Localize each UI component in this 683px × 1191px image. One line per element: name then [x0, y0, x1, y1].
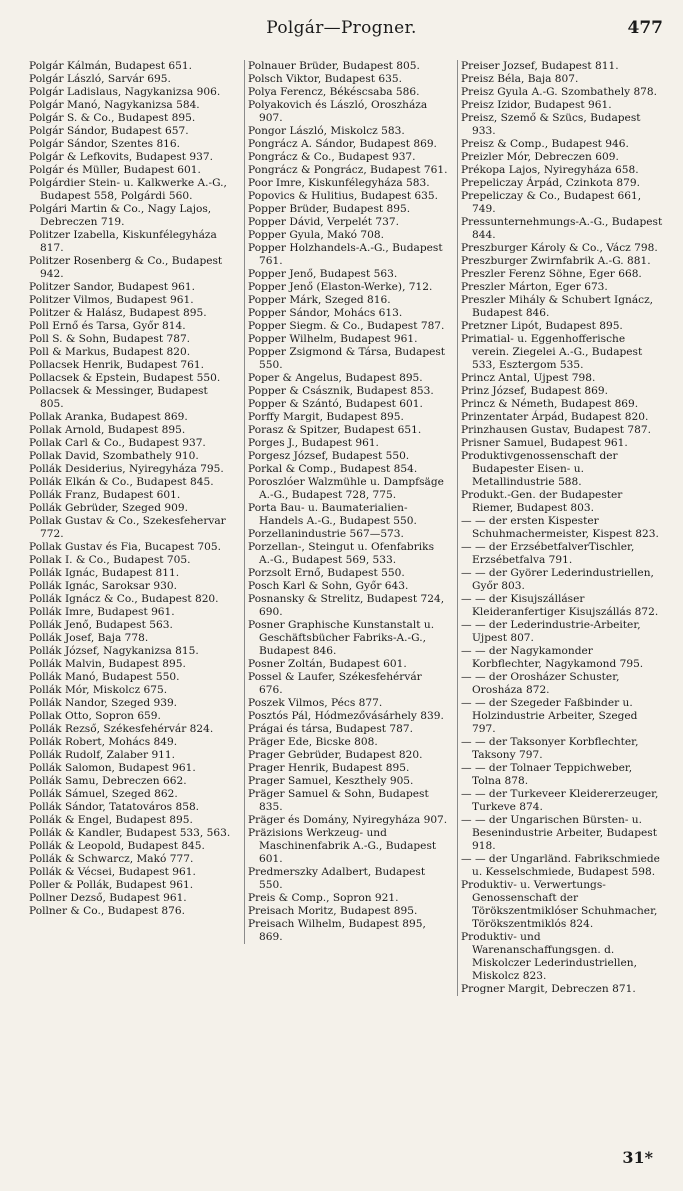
column-3: [457, 60, 664, 996]
directory-entry: Pollacsek & Epstein, Budapest 550.: [29, 372, 221, 384]
directory-entry: Pollák Mór, Miskolcz 675.: [29, 684, 168, 696]
directory-entry: Pollák Sándor, Tatatováros 858.: [29, 801, 200, 813]
directory-entry: — — der Kisujszálláser Kleideranfertiger Kisujszállás 872.: [461, 593, 659, 618]
directory-entry: Posch Karl & Sohn, Győr 643.: [248, 580, 409, 592]
directory-entry: Preisz, Szemő & Szücs, Budapest 933.: [461, 112, 641, 137]
directory-entry: Pollák Franz, Budapest 601.: [29, 489, 181, 501]
directory-entry: Porta Bau- u. Baumaterialien-Handels A.-G., Budapest 550.: [248, 502, 417, 527]
directory-entry: — — der Ungarischen Bürsten- u. Besenindustrie Arbeiter, Budapest 918.: [461, 814, 657, 852]
directory-entry: Preisz Gyula A.-G. Szombathely 878.: [461, 86, 658, 98]
directory-entry: Pollacsek & Messinger, Budapest 805.: [29, 385, 208, 410]
directory-entry: Possel & Laufer, Székesfehérvár 676.: [248, 671, 422, 696]
directory-entry: Polgár Ladislaus, Nagykanizsa 906.: [29, 86, 221, 98]
directory-entry: Pollák Ignácz & Co., Budapest 820.: [29, 593, 219, 605]
directory-entry: Prager Henrik, Budapest 895.: [248, 762, 410, 774]
directory-entry: — — der Nagykamonder Korbflechter, Nagykamond 795.: [461, 645, 644, 670]
directory-entry: Pollák & Engel, Budapest 895.: [29, 814, 193, 826]
directory-entry: Prepeliczay Árpád, Czinkota 879.: [461, 177, 641, 189]
column-2: [244, 60, 448, 944]
directory-entry: Porzellan-, Steingut u. Ofenfabriks A.-G., Budapest 569, 533.: [248, 541, 435, 566]
directory-entry: Polnauer Brüder, Budapest 805.: [248, 60, 420, 72]
directory-entry: Polgárdier Stein- u. Kalkwerke A.-G., Budapest 558, Polgárdi 560.: [29, 177, 227, 202]
directory-entry: Polgár és Müller, Budapest 601.: [29, 164, 201, 176]
directory-entry: Pollner Dezső, Budapest 961.: [29, 892, 187, 904]
directory-entry: — — der ErzsébetfalverTischler, Erzsébetfalva 791.: [461, 541, 635, 566]
directory-entry: Poll S. & Sohn, Budapest 787.: [29, 333, 191, 345]
directory-entry: Preisz Béla, Baja 807.: [461, 73, 579, 85]
directory-entry: Prager Samuel, Keszthely 905.: [248, 775, 414, 787]
directory-entry: Pongrácz A. Sándor, Budapest 869.: [248, 138, 437, 150]
directory-entry: Produktiv- und Warenanschaffungsgen. d. Miskolczer Lederindustriellen, Miskolcz 823.: [461, 931, 637, 982]
directory-entry: — — der Györer Lederindustriellen, Győr 803.: [461, 567, 654, 592]
directory-entry: Preszburger Zwirnfabrik A.-G. 881.: [461, 255, 651, 267]
directory-entry: Pollák Salomon, Budapest 961.: [29, 762, 196, 774]
directory-entry: — — der Ungarländ. Fabrikschmiede u. Kesselschmiede, Budapest 598.: [461, 853, 660, 878]
directory-entry: Pollak Aranka, Budapest 869.: [29, 411, 188, 423]
directory-entry: Posner Graphische Kunstanstalt u. Geschäftsbücher Fabriks-A.-G., Budapest 846.: [248, 619, 435, 657]
directory-entry: Popper Márk, Szeged 816.: [248, 294, 391, 306]
directory-entry: Pollák Elkán & Co., Budapest 845.: [29, 476, 214, 488]
directory-entry: Prágai és társa, Budapest 787.: [248, 723, 413, 735]
directory-entry: Popper & Szántó, Budapest 601.: [248, 398, 423, 410]
directory-entry: Pongrácz & Pongrácz, Budapest 761.: [248, 164, 448, 176]
directory-entry: Polgár S. & Co., Budapest 895.: [29, 112, 196, 124]
directory-entry: Pollner & Co., Budapest 876.: [29, 905, 185, 917]
directory-entry: Pollak I. & Co., Budapest 705.: [29, 554, 191, 566]
directory-entry: Pongor László, Miskolcz 583.: [248, 125, 405, 137]
directory-entry: Pollacsek Henrik, Budapest 761.: [29, 359, 204, 371]
directory-entry: — — der Taksonyer Korbflechter, Taksony 797.: [461, 736, 639, 761]
directory-entry: Prékopa Lajos, Nyiregyháza 658.: [461, 164, 639, 176]
directory-entry: Pollák & Schwarcz, Makó 777.: [29, 853, 194, 865]
directory-entry: Poszek Vilmos, Pécs 877.: [248, 697, 383, 709]
directory-entry: Preis & Comp., Sopron 921.: [248, 892, 399, 904]
directory-entry: Prisner Samuel, Budapest 961.: [461, 437, 628, 449]
directory-entry: Preszler Márton, Eger 673.: [461, 281, 608, 293]
directory-entry: Prinz József, Budapest 869.: [461, 385, 608, 397]
directory-entry: Pongrácz & Co., Budapest 937.: [248, 151, 416, 163]
directory-entry: Posztós Pál, Hódmezővásárhely 839.: [248, 710, 444, 722]
directory-entry: Primatial- u. Eggenhofferische verein. Ziegelei A.-G., Budapest 533, Esztergom 535.: [461, 333, 643, 371]
page-header: [0, 18, 683, 44]
directory-entry: Preisz & Comp., Budapest 946.: [461, 138, 629, 150]
directory-entry: Princz & Németh, Budapest 869.: [461, 398, 639, 410]
directory-entry: Politzer Izabella, Kiskunfélegyháza 817.: [29, 229, 217, 254]
directory-entry: Pollak Otto, Sopron 659.: [29, 710, 161, 722]
directory-entry: Porzsolt Ernő, Budapest 550.: [248, 567, 405, 579]
directory-entry: Pollák Ignác, Saroksar 930.: [29, 580, 177, 592]
directory-entry: Pollák Josef, Baja 778.: [29, 632, 149, 644]
running-title: Polgár—Progner.: [266, 18, 417, 38]
directory-entry: Pollák Rudolf, Zalaber 911.: [29, 749, 176, 761]
directory-entry: Produkt.-Gen. der Budapester Riemer, Budapest 803.: [461, 489, 623, 514]
directory-entry: Pollák Rezső, Székesfehérvár 824.: [29, 723, 214, 735]
directory-entry: Popovics & Hulitius, Budapest 635.: [248, 190, 439, 202]
directory-entry: Poll & Markus, Budapest 820.: [29, 346, 191, 358]
directory-entry: Popper Jenő (Elaston-Werke), 712.: [248, 281, 433, 293]
directory-entry: Polgár László, Sarvár 695.: [29, 73, 171, 85]
directory-entry: Preisach Moritz, Budapest 895.: [248, 905, 418, 917]
directory-entry: Poll Ernő és Tarsa, Győr 814.: [29, 320, 186, 332]
directory-entry: Predmerszky Adalbert, Budapest 550.: [248, 866, 426, 891]
directory-entry: Porgesz József, Budapest 550.: [248, 450, 410, 462]
directory-entry: — — der Turkeveer Kleidererzeuger, Turkeve 874.: [461, 788, 659, 813]
directory-entry: Präzisions Werkzeug- und Maschinenfabrik A.-G., Budapest 601.: [248, 827, 437, 865]
directory-entry: — — der Lederindustrie-Arbeiter, Ujpest 807.: [461, 619, 641, 644]
directory-entry: Popper Zsigmond & Társa, Budapest 550.: [248, 346, 446, 371]
directory-entry: Pollák József, Nagykanizsa 815.: [29, 645, 199, 657]
directory-entry: Pollák Nandor, Szeged 939.: [29, 697, 178, 709]
directory-entry: Porffy Margit, Budapest 895.: [248, 411, 404, 423]
directory-entry: — — der Szegeder Faßbinder u. Holzindustrie Arbeiter, Szeged 797.: [461, 697, 638, 735]
directory-entry: Produktivgenossenschaft der Budapester Eisen- u. Metallindustrie 588.: [461, 450, 618, 488]
directory-entry: Pollák Malvin, Budapest 895.: [29, 658, 186, 670]
directory-entry: Popper Dávid, Verpelét 737.: [248, 216, 399, 228]
directory-entry: Pollák Sámuel, Szeged 862.: [29, 788, 178, 800]
directory-entry: Progner Margit, Debreczen 871.: [461, 983, 636, 995]
directory-entry: — — der Orosházer Schuster, Orosháza 872.: [461, 671, 620, 696]
directory-entry: Pollák Robert, Mohács 849.: [29, 736, 178, 748]
directory-entry: Poroszlóer Walzmühle u. Dampfsäge A.-G., Budapest 728, 775.: [248, 476, 444, 501]
directory-entry: Preszler Mihály & Schubert Ignácz, Budapest 846.: [461, 294, 654, 319]
directory-entry: Popper Gyula, Makó 708.: [248, 229, 384, 241]
directory-entry: Politzer Vilmos, Budapest 961.: [29, 294, 194, 306]
directory-entry: Pollák Desiderius, Nyiregyháza 795.: [29, 463, 224, 475]
sheet-signature: 31*: [622, 1148, 653, 1167]
directory-entry: Preiser Jozsef, Budapest 811.: [461, 60, 619, 72]
directory-entry: Pollak Arnold, Budapest 895.: [29, 424, 186, 436]
directory-entry: Pollák & Vécsei, Budapest 961.: [29, 866, 196, 878]
directory-entry: Prepeliczay & Co., Budapest 661, 749.: [461, 190, 642, 215]
directory-entry: Präger Ede, Bicske 808.: [248, 736, 378, 748]
directory-entry: Polsch Viktor, Budapest 635.: [248, 73, 402, 85]
directory-entry: Pretzner Lipót, Budapest 895.: [461, 320, 623, 332]
directory-entry: Pollák Manó, Budapest 550.: [29, 671, 180, 683]
directory-entry: Pollak Carl & Co., Budapest 937.: [29, 437, 206, 449]
directory-entry: Pollák & Kandler, Budapest 533, 563.: [29, 827, 231, 839]
directory-entry: Popper Holzhandels-A.-G., Budapest 761.: [248, 242, 443, 267]
directory-entry: — — der Tolnaer Teppichweber, Tolna 878.: [461, 762, 633, 787]
directory-entry: Porasz & Spitzer, Budapest 651.: [248, 424, 422, 436]
directory-entry: Pollák Ignác, Budapest 811.: [29, 567, 180, 579]
directory-entry: Preszburger Károly & Co., Vácz 798.: [461, 242, 658, 254]
directory-entry: Polgár & Lefkovits, Budapest 937.: [29, 151, 214, 163]
directory-entry: Pollák & Leopold, Budapest 845.: [29, 840, 205, 852]
directory-entry: Pollák Jenő, Budapest 563.: [29, 619, 173, 631]
directory-entry: Popper Brüder, Budapest 895.: [248, 203, 411, 215]
directory-entry: Prager Gebrüder, Budapest 820.: [248, 749, 423, 761]
directory-entry: Polgári Martin & Co., Nagy Lajos, Debreczen 719.: [29, 203, 212, 228]
directory-entry: Pollak David, Szombathely 910.: [29, 450, 199, 462]
directory-entry: Princz Antal, Ujpest 798.: [461, 372, 596, 384]
directory-entry: Polgár Sándor, Budapest 657.: [29, 125, 189, 137]
directory-entry: Polgár Manó, Nagykanizsa 584.: [29, 99, 200, 111]
directory-entry: Porkal & Comp., Budapest 854.: [248, 463, 418, 475]
directory-entry: Prinzentater Árpád, Budapest 820.: [461, 411, 649, 423]
directory-entry: Preisach Wilhelm, Budapest 895, 869.: [248, 918, 426, 943]
directory-entry: Produktiv- u. Verwertungs-Genossenschaft der Törökszentmiklóser Schuhmacher, Törökszentmiklós 824.: [461, 879, 658, 930]
directory-entry: Polya Ferencz, Békéscsaba 586.: [248, 86, 420, 98]
directory-entry: Preszler Ferenz Söhne, Eger 668.: [461, 268, 642, 280]
directory-entry: Preisz Izidor, Budapest 961.: [461, 99, 612, 111]
directory-entry: Polgár Sándor, Szentes 816.: [29, 138, 181, 150]
directory-entry: Porzellanindustrie 567—573.: [248, 528, 404, 540]
directory-entry: Pollak Gustav és Fia, Bucapest 705.: [29, 541, 222, 553]
directory-entry: Popper Jenő, Budapest 563.: [248, 268, 398, 280]
directory-entry: Poper & Angelus, Budapest 895.: [248, 372, 423, 384]
directory-entry: Porges J., Budapest 961.: [248, 437, 379, 449]
directory-entry: Polgár Kálmán, Budapest 651.: [29, 60, 192, 72]
directory-entry: Posnansky & Strelitz, Budapest 724, 690.: [248, 593, 445, 618]
directory-entry: Präger és Domány, Nyiregyháza 907.: [248, 814, 448, 826]
column-1: [29, 60, 233, 918]
directory-entry: Preizler Mór, Debreczen 609.: [461, 151, 619, 163]
directory-entry: Pressunternehmungs-A.-G., Budapest 844.: [461, 216, 663, 241]
directory-entry: Popper & Császnik, Budapest 853.: [248, 385, 434, 397]
directory-entry: Politzer Rosenberg & Co., Budapest 942.: [29, 255, 223, 280]
directory-entry: Prinzhausen Gustav, Budapest 787.: [461, 424, 652, 436]
directory-entry: Popper Siegm. & Co., Budapest 787.: [248, 320, 445, 332]
directory-entry: Poor Imre, Kiskunfélegyháza 583.: [248, 177, 430, 189]
directory-entry: Politzer Sandor, Budapest 961.: [29, 281, 195, 293]
directory-entry: Politzer & Halász, Budapest 895.: [29, 307, 207, 319]
directory-entry: Poller & Pollák, Budapest 961.: [29, 879, 194, 891]
directory-entry: — — der ersten Kispester Schuhmachermeister, Kispest 823.: [461, 515, 659, 540]
page-number: 477: [627, 18, 663, 38]
directory-entry: Pollak Gustav & Co., Szekesfehervar 772.: [29, 515, 226, 540]
directory-entry: Pollák Gebrüder, Szeged 909.: [29, 502, 188, 514]
directory-entry: Pollák Samu, Debreczen 662.: [29, 775, 187, 787]
directory-entry: Pollák Imre, Budapest 961.: [29, 606, 175, 618]
directory-entry: Popper Wilhelm, Budapest 961.: [248, 333, 418, 345]
directory-entry: Posner Zoltán, Budapest 601.: [248, 658, 407, 670]
directory-entry: Präger Samuel & Sohn, Budapest 835.: [248, 788, 429, 813]
directory-entry: Popper Sándor, Mohács 613.: [248, 307, 403, 319]
directory-entry: Polyakovich és László, Oroszháza 907.: [248, 99, 428, 124]
